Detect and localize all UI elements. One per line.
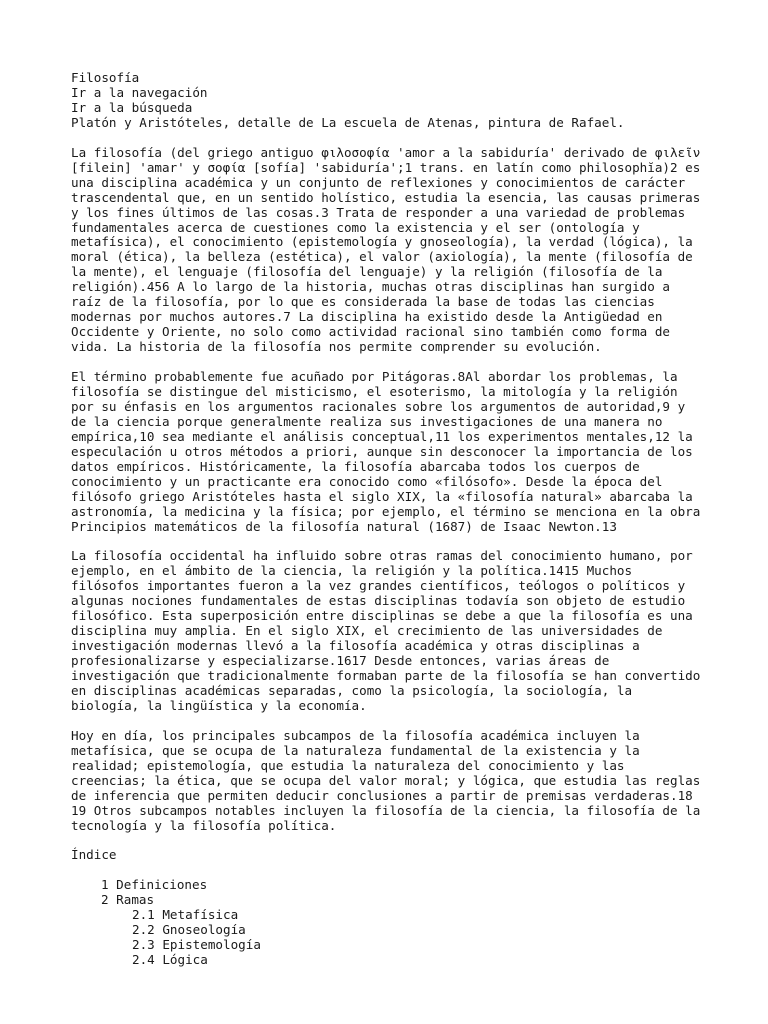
toc-title: Índice [71,847,117,863]
document-header [71,71,711,131]
paragraph-line: 19 Otros subcampos notables incluyen la filosofía de la ciencia, la filosofía de la [71,802,701,818]
paragraph-line: datos empíricos. Históricamente, la filosofía abarcaba todos los cuerpos de [71,458,640,474]
paragraph-line: algunas nociones fundamentales de estas disciplinas todavía son objeto de estudio [71,593,686,609]
paragraph-line: biología, la lingüística y la economía. [71,697,367,713]
paragraph-line: y los fines últimos de las cosas.3 Trata de responder a una variedad de problemas [71,204,686,220]
paragraph-line: profesionalizarse y especializarse.1617 Desde entonces, varias áreas de [71,653,610,669]
paragraph-line: investigación que tradicionalmente formaban parte de la filosofía se han convertido [71,668,701,684]
paragraph-line: La filosofía (del griego antiguo φιλοσοφία 'amor a la sabiduría' derivado de φιλεῖν [71,144,701,160]
article-body [71,146,711,834]
paragraph-line: investigación modernas llevó a la filosofía académica y otras disciplinas a [71,638,640,654]
paragraph-line: vida. La historia de la filosofía nos permite comprender su evolución. [71,339,602,355]
toc-item[interactable]: 1 Definiciones [101,877,208,893]
paragraph-line: trascendental que, en un sentido holístico, estudia la esencia, las causas primeras [71,189,701,205]
toc-item[interactable]: 2.3 Epistemología [132,937,261,953]
paragraph [71,549,711,713]
paragraph-line: filósofo griego Aristóteles hasta el siglo XIX, la «filosofía natural» abarcaba la [71,488,693,504]
paragraph-line: La filosofía occidental ha influido sobre otras ramas del conocimiento humano, por [71,548,693,564]
toc-item[interactable]: 2.2 Gnoseología [132,922,246,938]
paragraph-line: creencias; la ética, que se ocupa del valor moral; y lógica, que estudia las reglas [71,772,701,788]
image-caption: Platón y Aristóteles, detalle de La escuela de Atenas, pintura de Rafael. [71,114,625,130]
table-of-contents [71,848,711,968]
paragraph-line: fundamentales acerca de cuestiones como la existencia y el ser (ontología y [71,219,640,235]
paragraph-line: una disciplina académica y un conjunto de reflexiones y conocimientos de carácter [71,174,686,190]
paragraph-line: raíz de la filosofía, por lo que es considerada la base de todas las ciencias [71,294,655,310]
paragraph-line: en disciplinas académicas separadas, como la psicología, la sociología, la [71,683,633,699]
paragraph-line: ejemplo, en el ámbito de la ciencia, la religión y la política.1415 Muchos [71,563,633,579]
paragraph-line: moral (ética), la belleza (estética), el valor (axiología), la mente (filosofía de [71,249,693,265]
paragraph-line: por su énfasis en los argumentos racionales sobre los argumentos de autoridad,9 y [71,398,686,414]
paragraph-line: disciplina muy amplia. En el siglo XIX, el crecimiento de las universidades de [71,623,663,639]
toc-item[interactable]: 2.4 Lógica [132,952,208,968]
paragraph-line: filósofos importantes fueron a la vez grandes científicos, teólogos o políticos y [71,578,686,594]
toc-list [71,878,711,968]
paragraph-line: de inferencia que permiten deducir conclusiones a partir de premisas verdaderas.18 [71,787,693,803]
toc-item[interactable]: 2 Ramas [101,892,155,908]
skip-to-search-link[interactable]: Ir a la búsqueda [71,99,193,115]
paragraph-line: realidad; epistemología, que estudia la naturaleza del conocimiento y las [71,757,625,773]
paragraph-line: astronomía, la medicina y la física; por ejemplo, el término se menciona en la obra [71,503,701,519]
paragraph-line: tecnología y la filosofía política. [71,817,337,833]
paragraph-line: metafísica), el conocimiento (epistemología y gnoseología), la verdad (lógica), la [71,234,693,250]
paragraph-line: filosofía se distingue del misticismo, el esoterismo, la mitología y la religión [71,383,678,399]
paragraph-line: religión).456 A lo largo de la historia, muchas otras disciplinas han surgido a [71,279,670,295]
paragraph-line: Hoy en día, los principales subcampos de la filosofía académica incluyen la [71,727,640,743]
toc-item[interactable]: 2.1 Metafísica [132,907,239,923]
paragraph-line: filosófico. Esta superposición entre disciplinas se debe a que la filosofía es una [71,608,693,624]
paragraph-line: [filein] 'amar' y σοφία [sofía] 'sabiduría';1 trans. en latín como philosophĭa)2 es [71,159,701,175]
paragraph-line: conocimiento y un practicante era conocido como «filósofo». Desde la época del [71,473,663,489]
document-page [71,71,711,968]
page-title: Filosofía [71,70,140,85]
paragraph-line: Occidente y Oriente, no solo como actividad racional sino también como forma de [71,324,670,340]
paragraph [71,370,711,534]
paragraph-line: la mente), el lenguaje (filosofía del lenguaje) y la religión (filosofía de la [71,264,663,280]
paragraph-line: de la ciencia porque generalmente realiza sus investigaciones de una manera no [71,413,663,429]
paragraph-line: metafísica, que se ocupa de la naturaleza fundamental de la existencia y la [71,742,640,758]
paragraph-line: Principios matemáticos de la filosofía natural (1687) de Isaac Newton.13 [71,518,617,534]
paragraph-line: empírica,10 sea mediante el análisis conceptual,11 los experimentos mentales,12 la [71,428,693,444]
paragraph [71,146,711,355]
paragraph-line: especulación u otros métodos a priori, aunque sin desconocer la importancia de los [71,443,693,459]
paragraph-line: El término probablemente fue acuñado por Pitágoras.8Al abordar los problemas, la [71,369,678,385]
paragraph-line: modernas por muchos autores.7 La disciplina ha existido desde la Antigüedad en [71,309,663,325]
paragraph [71,729,711,834]
skip-to-navigation-link[interactable]: Ir a la navegación [71,84,208,100]
